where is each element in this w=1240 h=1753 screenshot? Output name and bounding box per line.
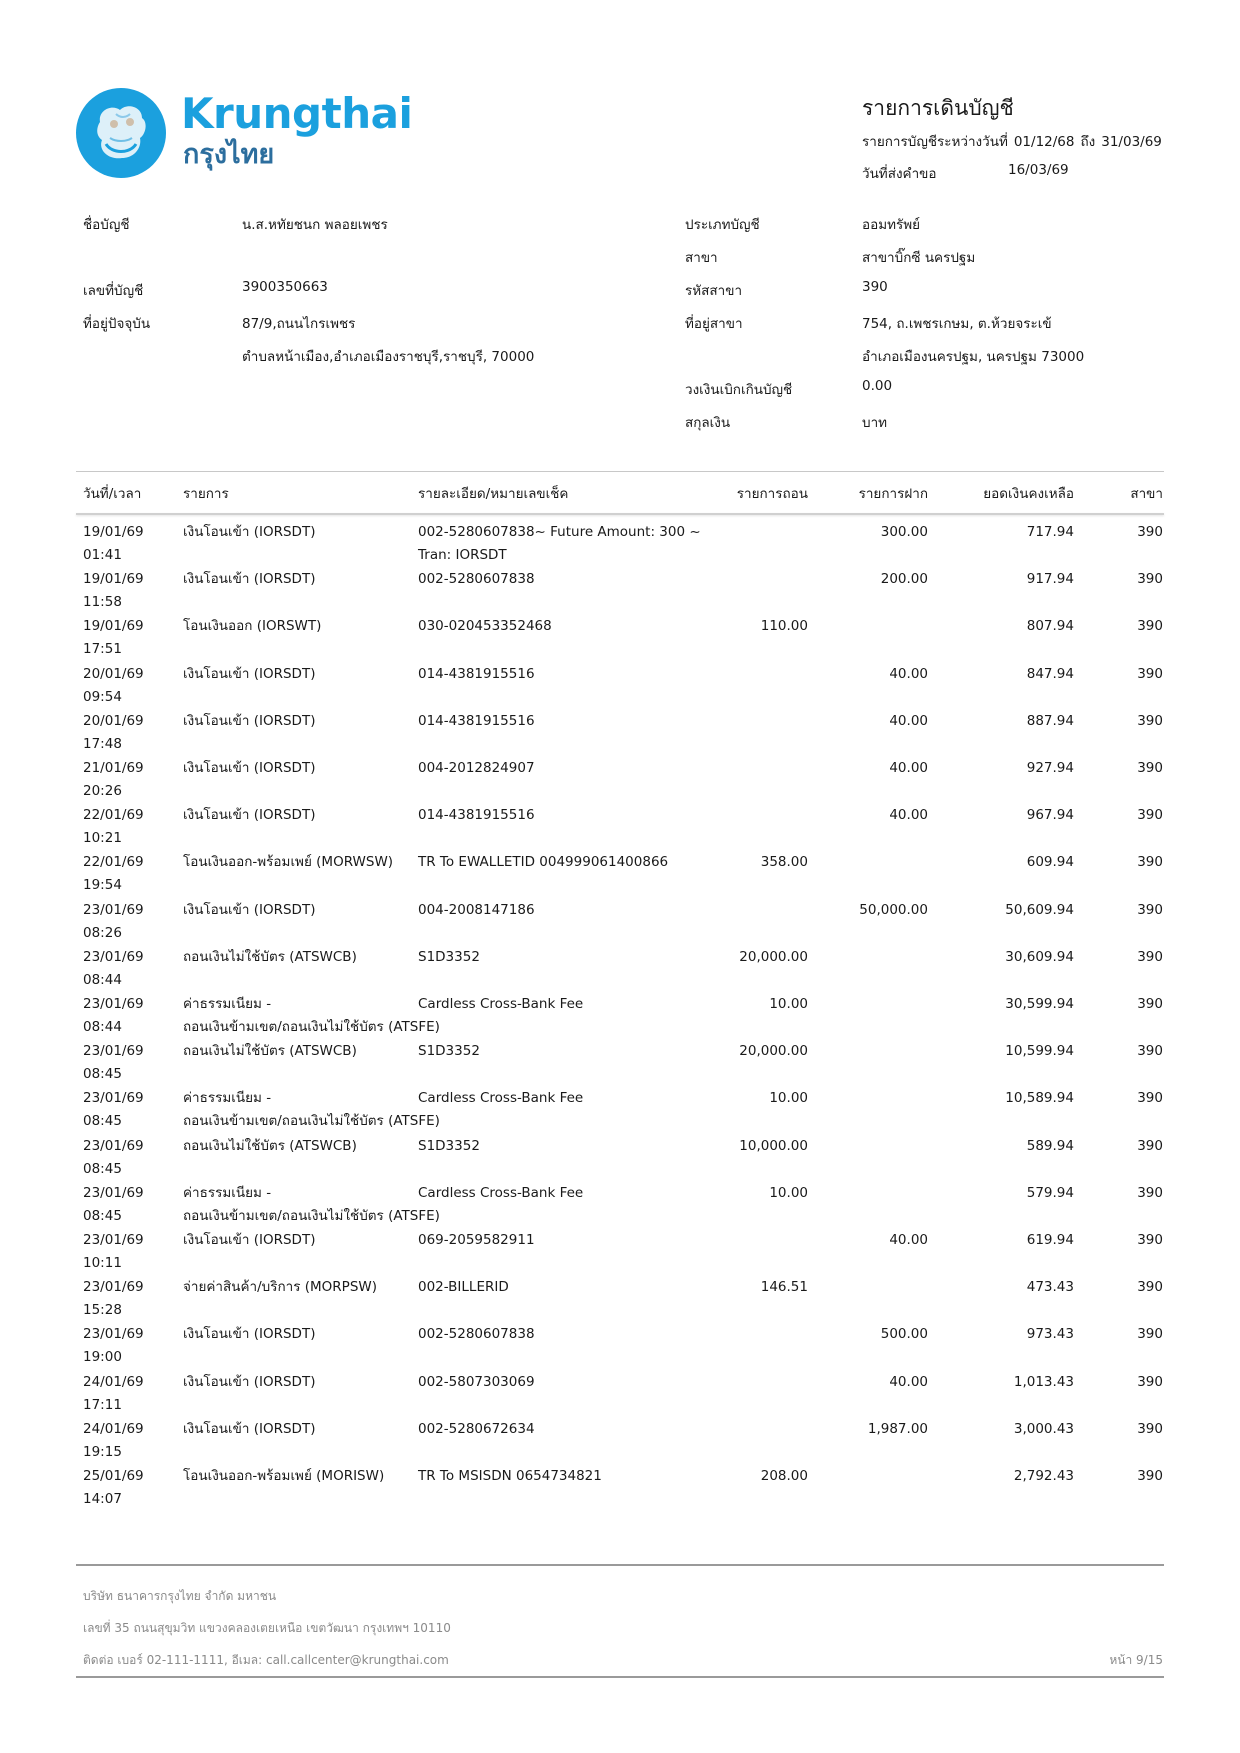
table-row <box>0 993 1240 1040</box>
table-row <box>0 1323 1240 1370</box>
row-balance: 30,599.94 <box>1005 996 1074 1012</box>
row-time: 17:48 <box>83 735 122 752</box>
table-row <box>0 615 1240 662</box>
row-branch-code: 390 <box>1137 1420 1163 1437</box>
row-description: จ่ายค่าสินค้า/บริการ (MORPSW) <box>183 1279 378 1296</box>
row-description: ค่าธรรมเนียม - <box>183 1090 272 1107</box>
footer-company: บริษัท ธนาคารกรุงไทย จำกัด มหาชน <box>83 1589 277 1603</box>
row-detail: Cardless Cross-Bank Fee <box>418 996 584 1012</box>
row-withdraw-amount: 208.00 <box>760 1468 808 1484</box>
row-time: 17:11 <box>83 1396 122 1413</box>
footer-contact: ติดต่อ เบอร์ 02-111-1111, อีเมล: call.callcenter@krungthai.com <box>83 1653 449 1667</box>
row-date: 25/01/69 <box>83 1468 144 1484</box>
row-branch-code: 390 <box>1137 1184 1163 1201</box>
row-balance: 619.94 <box>1026 1232 1074 1248</box>
row-withdraw-amount: 10.00 <box>769 1090 808 1107</box>
row-detail: Cardless Cross-Bank Fee <box>418 1184 584 1201</box>
row-branch-code: 390 <box>1137 996 1163 1012</box>
row-time: 01:41 <box>83 547 122 563</box>
table-row <box>0 1087 1240 1134</box>
row-time: 08:45 <box>83 1066 122 1083</box>
row-branch-code: 390 <box>1137 1326 1163 1343</box>
row-date: 23/01/69 <box>83 1043 144 1060</box>
col-header-branch: สาขา <box>1130 486 1163 502</box>
row-description: เงินโอนเข้า (IORSDT) <box>183 807 316 824</box>
row-time: 10:21 <box>83 830 122 847</box>
row-time: 10:11 <box>83 1255 122 1271</box>
row-deposit-amount: 1,987.00 <box>867 1420 928 1437</box>
row-description: ถอนเงินไม่ใช้บัตร (ATSWCB) <box>183 948 357 965</box>
table-row <box>0 1040 1240 1087</box>
table-top-divider <box>76 471 1164 472</box>
row-date: 20/01/69 <box>83 665 144 682</box>
row-detail-line2: Tran: IORSDT <box>418 547 507 563</box>
row-date: 19/01/69 <box>83 618 144 635</box>
row-description: ถอนเงินไม่ใช้บัตร (ATSWCB) <box>183 1137 357 1154</box>
overdraft-limit: 0.00 <box>862 378 893 394</box>
table-row <box>0 521 1240 568</box>
row-date: 23/01/69 <box>83 1279 144 1296</box>
row-deposit-amount: 500.00 <box>880 1326 928 1343</box>
row-description: ค่าธรรมเนียม - <box>183 1184 272 1201</box>
row-detail: 002-BILLERID <box>418 1279 509 1296</box>
account-name: น.ส.หทัยชนก พลอยเพชร <box>242 217 388 233</box>
table-row <box>0 946 1240 993</box>
table-row <box>0 1371 1240 1418</box>
row-time: 08:45 <box>83 1113 122 1130</box>
row-date: 21/01/69 <box>83 760 144 776</box>
row-detail: 002-5280607838~ Future Amount: 300 ~ <box>418 524 701 540</box>
row-branch-code: 390 <box>1137 571 1163 588</box>
row-balance: 1,013.43 <box>1013 1373 1074 1390</box>
row-description-line2: ถอนเงินข้ามเขต/ถอนเงินไม่ใช้บัตร (ATSFE) <box>183 1113 440 1130</box>
row-branch-code: 390 <box>1137 712 1163 729</box>
col-header-date: วันที่/เวลา <box>83 486 142 502</box>
row-balance: 10,589.94 <box>1005 1090 1074 1107</box>
row-branch-code: 390 <box>1137 618 1163 635</box>
row-time: 08:26 <box>83 924 122 941</box>
krungthai-logo <box>76 88 413 180</box>
col-header-balance: ยอดเงินคงเหลือ <box>983 486 1074 502</box>
col-header-description: รายการ <box>183 486 229 502</box>
row-deposit-amount: 40.00 <box>889 1232 928 1248</box>
row-description: โอนเงินออก-พร้อมเพย์ (MORISW) <box>183 1468 385 1484</box>
row-branch-code: 390 <box>1137 948 1163 965</box>
col-header-withdraw: รายการถอน <box>736 486 808 502</box>
row-branch-code: 390 <box>1137 1137 1163 1154</box>
row-date: 23/01/69 <box>83 1137 144 1154</box>
table-row <box>0 804 1240 851</box>
row-branch-code: 390 <box>1137 524 1163 540</box>
table-row <box>0 899 1240 946</box>
address-line2: ตำบลหน้าเมือง,อำเภอเมืองราชบุรี,ราชบุรี, 70000 <box>242 349 535 365</box>
col-header-deposit: รายการฝาก <box>858 486 928 502</box>
row-date: 23/01/69 <box>83 1184 144 1201</box>
row-balance: 2,792.43 <box>1013 1468 1074 1484</box>
row-time: 15:28 <box>83 1302 122 1319</box>
row-withdraw-amount: 10.00 <box>769 996 808 1012</box>
period-to: 31/03/69 <box>1101 134 1162 150</box>
row-branch-code: 390 <box>1137 1232 1163 1248</box>
row-deposit-amount: 300.00 <box>880 524 928 540</box>
document-title: รายการเดินบัญชี <box>862 96 1014 120</box>
row-date: 23/01/69 <box>83 901 144 918</box>
row-balance: 973.43 <box>1026 1326 1074 1343</box>
row-description: เงินโอนเข้า (IORSDT) <box>183 524 316 540</box>
row-balance: 807.94 <box>1026 618 1074 635</box>
row-deposit-amount: 40.00 <box>889 1373 928 1390</box>
row-time: 20:26 <box>83 783 122 799</box>
row-detail: TR To EWALLETID 004999061400866 <box>418 854 669 871</box>
row-balance: 10,599.94 <box>1005 1043 1074 1060</box>
period-to-word: ถึง <box>1080 134 1096 150</box>
row-branch-code: 390 <box>1137 760 1163 776</box>
address-label: ที่อยู่ปัจจุบัน <box>83 316 151 332</box>
row-branch-code: 390 <box>1137 1279 1163 1296</box>
row-description: เงินโอนเข้า (IORSDT) <box>183 1232 316 1248</box>
table-row <box>0 1465 1240 1512</box>
row-date: 23/01/69 <box>83 948 144 965</box>
footer-top-divider <box>76 1564 1164 1566</box>
row-date: 19/01/69 <box>83 571 144 588</box>
row-balance: 927.94 <box>1026 760 1074 776</box>
row-date: 23/01/69 <box>83 996 144 1012</box>
row-time: 11:58 <box>83 594 122 611</box>
row-description-line2: ถอนเงินข้ามเขต/ถอนเงินไม่ใช้บัตร (ATSFE) <box>183 1207 440 1224</box>
brand-name-en: Krungthai <box>181 89 413 138</box>
row-balance: 917.94 <box>1026 571 1074 588</box>
branch-name: สาขาบิ๊กซี นครปฐม <box>862 250 976 266</box>
currency-label: สกุลเงิน <box>685 415 731 431</box>
row-description: เงินโอนเข้า (IORSDT) <box>183 901 316 918</box>
row-withdraw-amount: 10.00 <box>769 1184 808 1201</box>
row-detail: 004-2012824907 <box>418 760 535 776</box>
overdraft-label: วงเงินเบิกเกินบัญชี <box>685 382 793 398</box>
row-date: 22/01/69 <box>83 807 144 824</box>
row-description: โอนเงินออก (IORSWT) <box>183 618 322 635</box>
branch-address-line2: อำเภอเมืองนครปฐม, นครปฐม 73000 <box>862 349 1085 365</box>
table-header-divider <box>76 513 1164 515</box>
row-deposit-amount: 200.00 <box>880 571 928 588</box>
row-detail: Cardless Cross-Bank Fee <box>418 1090 584 1107</box>
row-time: 08:45 <box>83 1207 122 1224</box>
row-time: 08:45 <box>83 1160 122 1177</box>
row-branch-code: 390 <box>1137 807 1163 824</box>
request-date-label: วันที่ส่งคำขอ <box>862 166 937 182</box>
row-time: 09:54 <box>83 688 122 705</box>
row-withdraw-amount: 10,000.00 <box>739 1137 808 1154</box>
row-detail: 030-020453352468 <box>418 618 552 635</box>
row-time: 08:44 <box>83 1019 122 1035</box>
footer-address: เลขที่ 35 ถนนสุขุมวิท แขวงคลองเตยเหนือ เขตวัฒนา กรุงเทพฯ 10110 <box>83 1621 451 1635</box>
row-balance: 967.94 <box>1026 807 1074 824</box>
row-withdraw-amount: 146.51 <box>760 1279 808 1296</box>
row-balance: 579.94 <box>1026 1184 1074 1201</box>
currency: บาท <box>862 415 888 431</box>
account-type: ออมทรัพย์ <box>862 217 921 233</box>
branch-code: 390 <box>862 279 888 295</box>
row-description: เงินโอนเข้า (IORSDT) <box>183 1420 316 1437</box>
row-date: 23/01/69 <box>83 1090 144 1107</box>
row-date: 22/01/69 <box>83 854 144 871</box>
row-branch-code: 390 <box>1137 901 1163 918</box>
row-branch-code: 390 <box>1137 665 1163 682</box>
account-number: 3900350663 <box>242 279 328 295</box>
row-balance: 30,609.94 <box>1005 948 1074 965</box>
row-description: เงินโอนเข้า (IORSDT) <box>183 571 316 588</box>
row-detail: S1D3352 <box>418 1043 480 1060</box>
row-description: เงินโอนเข้า (IORSDT) <box>183 1373 316 1390</box>
row-deposit-amount: 40.00 <box>889 712 928 729</box>
row-detail: 002-5807303069 <box>418 1373 535 1390</box>
table-row <box>0 1135 1240 1182</box>
account-number-label: เลขที่บัญชี <box>83 283 144 299</box>
row-deposit-amount: 40.00 <box>889 760 928 776</box>
row-balance: 473.43 <box>1026 1279 1074 1296</box>
row-deposit-amount: 40.00 <box>889 807 928 824</box>
row-branch-code: 390 <box>1137 1373 1163 1390</box>
row-detail: S1D3352 <box>418 948 480 965</box>
table-row <box>0 1418 1240 1465</box>
row-deposit-amount: 50,000.00 <box>859 901 928 918</box>
row-deposit-amount: 40.00 <box>889 665 928 682</box>
branch-address-label: ที่อยู่สาขา <box>685 316 743 332</box>
table-row <box>0 568 1240 615</box>
row-date: 23/01/69 <box>83 1326 144 1343</box>
row-detail: TR To MSISDN 0654734821 <box>418 1468 602 1484</box>
row-balance: 847.94 <box>1026 665 1074 682</box>
row-withdraw-amount: 358.00 <box>760 854 808 871</box>
row-detail: S1D3352 <box>418 1137 480 1154</box>
row-date: 24/01/69 <box>83 1373 144 1390</box>
row-description: ถอนเงินไม่ใช้บัตร (ATSWCB) <box>183 1043 357 1060</box>
row-date: 19/01/69 <box>83 524 144 540</box>
table-row <box>0 851 1240 898</box>
row-detail: 014-4381915516 <box>418 712 535 729</box>
row-description: เงินโอนเข้า (IORSDT) <box>183 665 316 682</box>
row-branch-code: 390 <box>1137 1043 1163 1060</box>
row-description: เงินโอนเข้า (IORSDT) <box>183 712 316 729</box>
table-row <box>0 1182 1240 1229</box>
page-number: หน้า 9/15 <box>1109 1653 1163 1667</box>
row-balance: 887.94 <box>1026 712 1074 729</box>
row-withdraw-amount: 20,000.00 <box>739 948 808 965</box>
row-time: 14:07 <box>83 1491 122 1507</box>
table-row <box>0 757 1240 804</box>
account-name-label: ชื่อบัญชี <box>83 217 130 233</box>
branch-label: สาขา <box>685 250 718 266</box>
row-branch-code: 390 <box>1137 854 1163 871</box>
row-detail: 002-5280607838 <box>418 1326 535 1343</box>
row-date: 20/01/69 <box>83 712 144 729</box>
row-balance: 717.94 <box>1026 524 1074 540</box>
row-balance: 3,000.43 <box>1013 1420 1074 1437</box>
period-label: รายการบัญชีระหว่างวันที่ <box>862 134 1008 150</box>
footer-bottom-divider <box>76 1676 1164 1678</box>
table-row <box>0 663 1240 710</box>
row-time: 19:00 <box>83 1349 122 1366</box>
table-row <box>0 1229 1240 1276</box>
row-balance: 609.94 <box>1026 854 1074 871</box>
row-description: ค่าธรรมเนียม - <box>183 996 272 1012</box>
row-withdraw-amount: 20,000.00 <box>739 1043 808 1060</box>
phra-sayam-logo-icon <box>76 88 166 178</box>
row-branch-code: 390 <box>1137 1468 1163 1484</box>
row-description: โอนเงินออก-พร้อมเพย์ (MORWSW) <box>183 854 394 871</box>
row-date: 23/01/69 <box>83 1232 144 1248</box>
row-description: เงินโอนเข้า (IORSDT) <box>183 760 316 776</box>
row-detail: 069-2059582911 <box>418 1232 535 1248</box>
address-line1: 87/9,ถนนไกรเพชร <box>242 316 356 332</box>
row-time: 19:15 <box>83 1443 122 1460</box>
statement-period <box>862 130 1162 152</box>
brand-name-th: กรุงไทย <box>183 139 275 170</box>
row-detail: 014-4381915516 <box>418 807 535 824</box>
row-description: เงินโอนเข้า (IORSDT) <box>183 1326 316 1343</box>
row-balance: 50,609.94 <box>1005 901 1074 918</box>
row-description-line2: ถอนเงินข้ามเขต/ถอนเงินไม่ใช้บัตร (ATSFE) <box>183 1019 440 1035</box>
row-detail: 014-4381915516 <box>418 665 535 682</box>
table-row <box>0 710 1240 757</box>
row-time: 17:51 <box>83 641 122 658</box>
branch-address-line1: 754, ถ.เพชรเกษม, ต.ห้วยจระเข้ <box>862 316 1052 332</box>
row-branch-code: 390 <box>1137 1090 1163 1107</box>
row-detail: 002-5280607838 <box>418 571 535 588</box>
row-time: 08:44 <box>83 971 122 988</box>
row-withdraw-amount: 110.00 <box>760 618 808 635</box>
row-date: 24/01/69 <box>83 1420 144 1437</box>
row-detail: 004-2008147186 <box>418 901 535 918</box>
period-from: 01/12/68 <box>1013 134 1075 150</box>
col-header-detail: รายละเอียด/หมายเลขเช็ค <box>418 486 569 502</box>
row-balance: 589.94 <box>1026 1137 1074 1154</box>
request-date: 16/03/69 <box>1008 162 1069 178</box>
table-row <box>0 1276 1240 1323</box>
branch-code-label: รหัสสาขา <box>685 283 743 299</box>
row-detail: 002-5280672634 <box>418 1420 535 1437</box>
account-type-label: ประเภทบัญชี <box>685 217 760 233</box>
row-time: 19:54 <box>83 877 122 894</box>
